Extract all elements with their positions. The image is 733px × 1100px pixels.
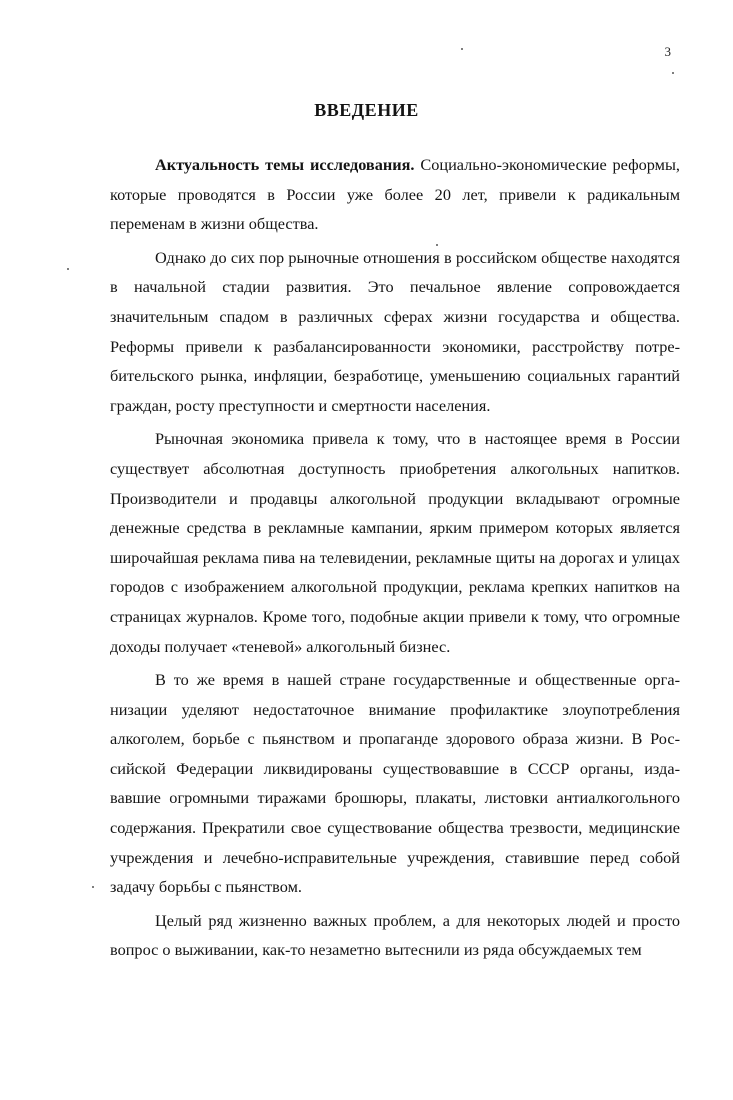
paragraph-text: Однако до сих пор рыночные отношения в российском обществе находятся в начальной стадии развития. Это печальное явление сопровождается значительным спадом в различных сферах жизни государства и общества. Реформы привели к разбалансированности экономики, расстройству потребительского рынка, инфляции, безработице, уменьшению социальных гарантий граждан, росту преступности и смертности населения. [110,247,680,415]
paragraph-text: Рыночная экономика привела к тому, что в настоящее время в России существует абсолютная доступность приобретения алкогольных напитков. Производители и продавцы алкогольной продукции вкладывают огромные денежные средства в рекламные кампании, ярким примером которых является широчайшая реклама пива на телевидении, рекламные щиты на дорогах и улицах городов с изображением алкогольной продукции, реклама крепких напитков на страницах журналов. Кроме того, подобные акции привели к тому, что огромные доходы получает «теневой» алкогольный бизнес. [110,429,680,656]
scan-speck [67,268,69,270]
scan-speck [92,886,94,888]
page-title: ВВЕДЕНИЕ [314,100,419,120]
body-text [110,150,680,965]
paragraph [110,243,680,421]
paragraph [110,906,680,965]
paragraph [110,665,680,902]
paragraph-lead: Актуальность темы исследования. [155,155,415,174]
scan-speck [672,72,674,74]
scan-speck [461,48,463,50]
scan-speck [436,244,438,246]
paragraph-text: В то же время в нашей стране государственные и общественные организации уделяют недостаточное внимание профилактике злоупотребления алкоголем, борьбе с пьянством и пропаганде здорового образа жизни. В Российской Федерации ликвидированы существовавшие в СССР органы, издававшие огромными тиражами брошюры, плакаты, листовки антиалкогольного содержания. Прекратили свое существование общества трезвости, медицинские учреждения и лечебно-исправительные учреждения, ставившие перед собой задачу борьбы с пьянством. [110,670,680,897]
paragraph-text: Целый ряд жизненно важных проблем, а для некоторых людей и просто вопрос о выживании, как-то незаметно вытеснили из ряда обсуждаемых тем [110,910,680,960]
page-number: 3 [664,44,671,59]
paragraph-text: Социально-экономические реформы, которые проводятся в России уже более 20 лет, привели к радикальным переменам в жизни общества. [110,155,680,234]
paragraph [110,424,680,661]
paragraph [110,150,680,239]
